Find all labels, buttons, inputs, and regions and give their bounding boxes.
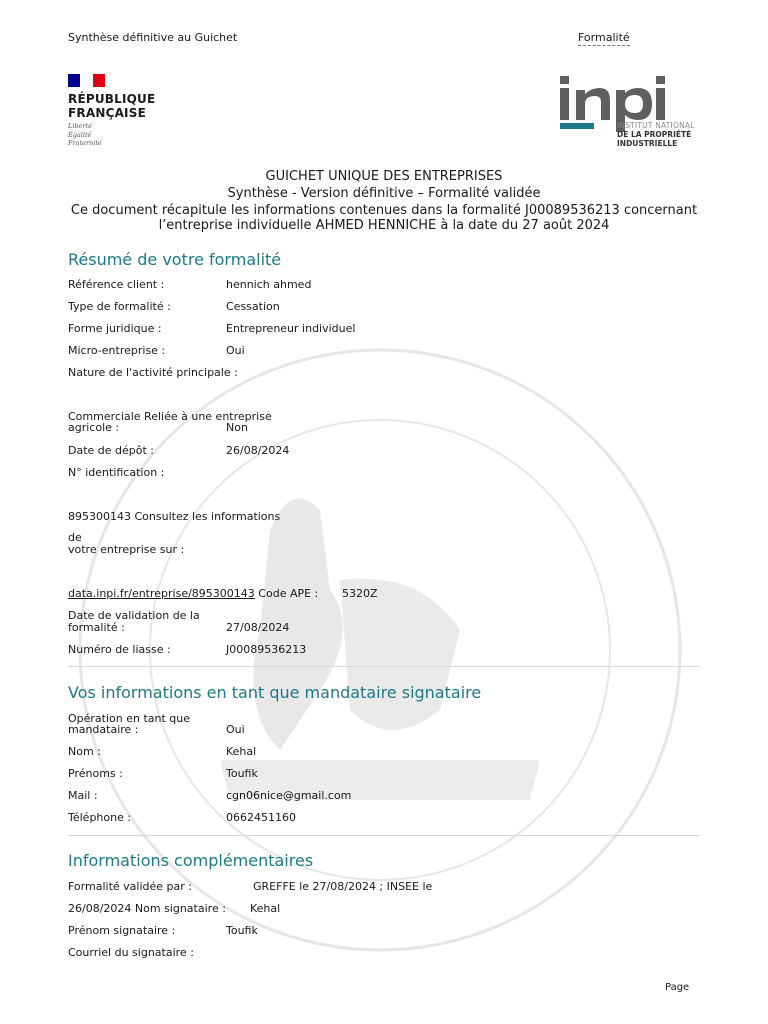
validation-label-2: formalité : — [68, 621, 125, 634]
entreprise-link[interactable]: data.inpi.fr/entreprise/895300143 — [68, 587, 255, 600]
depot-value: 26/08/2024 — [226, 444, 290, 457]
mail-label: Mail : — [68, 789, 98, 802]
type-value: Cessation — [226, 300, 280, 313]
agricole-value: Non — [226, 421, 248, 434]
inpi-subtitle: INSTITUT NATIONAL DE LA PROPRIÉTÉ INDUSTRIELLE — [617, 121, 695, 148]
telephone-label: Téléphone : — [68, 811, 132, 824]
identification-label: N° identification : — [68, 466, 165, 479]
ape-row — [68, 588, 318, 599]
ape-label: Code APE : — [258, 587, 319, 600]
agricole-label-2: agricole : — [68, 421, 120, 434]
validee-label: Formalité validée par : — [68, 880, 192, 893]
telephone-value: 0662451160 — [226, 811, 296, 824]
mail-value: cgn06nice@gmail.com — [226, 789, 352, 802]
republic-motto: Liberté Égalité Fraternité — [68, 122, 102, 147]
forme-label: Forme juridique : — [68, 322, 162, 335]
nom-signataire-value: Kehal — [250, 902, 281, 915]
identification-line2: de — [68, 531, 82, 544]
doc-header-line3: Ce document récapitule les informations contenues dans la formalité J00089536213 concernant — [70, 203, 698, 218]
divider — [68, 666, 699, 667]
header-title: Synthèse définitive au Guichet — [68, 31, 238, 44]
courriel-label: Courriel du signataire : — [68, 946, 194, 959]
type-label: Type de formalité : — [68, 300, 171, 313]
operation-value: Oui — [226, 723, 245, 736]
section-title-complementaires: Informations complémentaires — [68, 851, 314, 870]
french-flag-icon — [68, 74, 105, 87]
validee-continuation: 26/08/2024 Nom signataire : — [68, 902, 226, 915]
reference-value: hennich ahmed — [226, 278, 312, 291]
validee-value: GREFFE le 27/08/2024 ; INSEE le — [253, 880, 433, 893]
republique-francaise-logo: RÉPUBLIQUE FRANÇAISE — [68, 92, 156, 120]
identification-line1: 895300143 Consultez les informations — [68, 510, 281, 523]
header-formalite: Formalité — [578, 31, 630, 44]
operation-label-1: Opération en tant que — [68, 712, 191, 725]
ape-value: 5320Z — [342, 587, 378, 600]
agricole-label-1: Commerciale Reliée à une entreprise — [68, 410, 272, 423]
micro-value: Oui — [226, 344, 245, 357]
section-title-mandataire: Vos informations en tant que mandataire signataire — [68, 683, 482, 702]
liasse-value: J00089536213 — [226, 643, 307, 656]
prenoms-label: Prénoms : — [68, 767, 123, 780]
validation-label-1: Date de validation de la — [68, 609, 200, 622]
liasse-label: Numéro de liasse : — [68, 643, 171, 656]
nature-label: Nature de l'activité principale : — [68, 366, 238, 379]
reference-label: Référence client : — [68, 278, 165, 291]
operation-label-2: mandataire : — [68, 723, 139, 736]
doc-header-line2: Synthèse - Version définitive – Formalité validée — [227, 186, 541, 201]
prenoms-value: Toufik — [226, 767, 258, 780]
divider — [68, 835, 699, 836]
nom-value: Kehal — [226, 745, 257, 758]
prenom-signataire-value: Toufik — [226, 924, 258, 937]
nom-label: Nom : — [68, 745, 101, 758]
section-title-resume: Résumé de votre formalité — [68, 250, 282, 269]
doc-header-line4: l’entreprise individuelle AHMED HENNICHE à la date du 27 août 2024 — [158, 218, 610, 233]
identification-line3: votre entreprise sur : — [68, 543, 185, 556]
doc-header-line1: GUICHET UNIQUE DES ENTREPRISES — [265, 169, 503, 184]
forme-value: Entrepreneur individuel — [226, 322, 356, 335]
prenom-signataire-label: Prénom signataire : — [68, 924, 176, 937]
validation-value: 27/08/2024 — [226, 621, 290, 634]
micro-label: Micro-entreprise : — [68, 344, 166, 357]
depot-label: Date de dépôt : — [68, 444, 155, 457]
page-label: Page — [665, 982, 690, 993]
